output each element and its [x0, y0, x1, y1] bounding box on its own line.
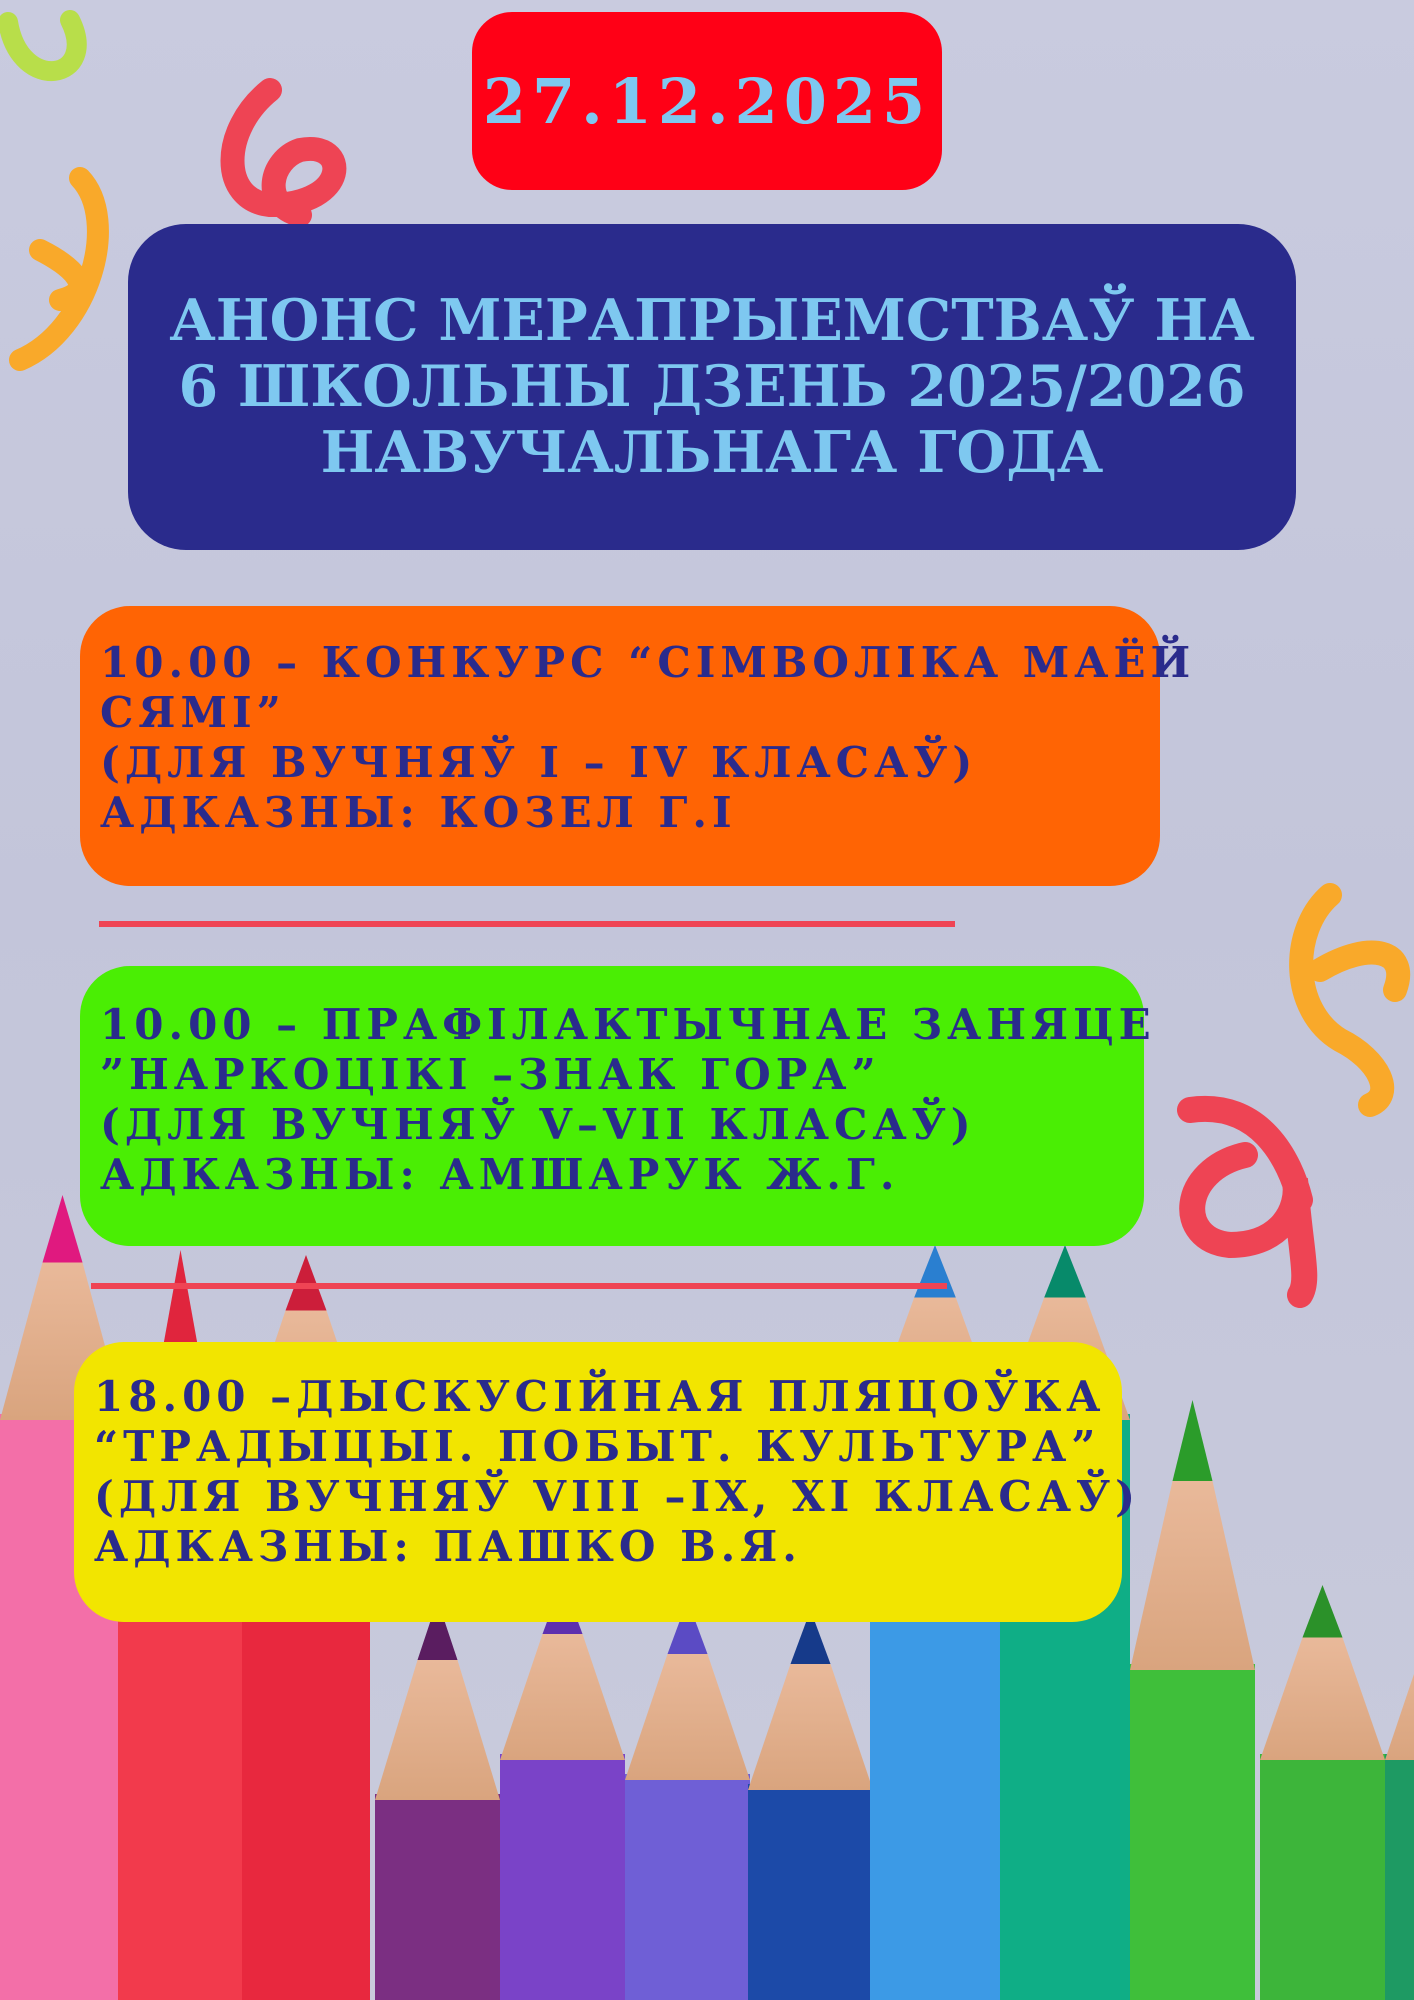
- pencil-lead: [1044, 1245, 1086, 1298]
- pencil-body: [1385, 1754, 1414, 2000]
- event-2-time-title: 10.00 – ПРАФІЛАКТЫЧНАЕ ЗАНЯЦЕ: [100, 1000, 1156, 1049]
- title-banner: [128, 224, 1296, 550]
- pencil-body: [500, 1754, 625, 2000]
- event-3-time-title: 18.00 –ДЫСКУСІЙНАЯ ПЛЯЦОЎКА: [94, 1372, 1106, 1421]
- pencil-body: [118, 1614, 243, 2000]
- pencil-lead: [1173, 1400, 1213, 1481]
- event-1-responsible: АДКАЗНЫ: КОЗЕЛ Г.І: [100, 788, 737, 837]
- event-3-audience: (ДЛЯ ВУЧНЯЎ VІІІ –ІХ, ХІ КЛАСАЎ): [94, 1472, 1140, 1521]
- pencil-wood: [1130, 1481, 1255, 1670]
- event-1-title-cont: СЯМІ”: [100, 688, 286, 737]
- divider: [99, 921, 955, 927]
- event-3-title-cont: “ТРАДЫЦЫІ. ПОБЫТ. КУЛЬТУРА”: [94, 1422, 1101, 1471]
- pencil-wood: [748, 1664, 873, 1790]
- event-2-audience: (ДЛЯ ВУЧНЯЎ V–VІІ КЛАСАЎ): [100, 1100, 976, 1149]
- pencil-lead: [1303, 1585, 1343, 1638]
- pencil-body: [1260, 1754, 1385, 2000]
- pencil-body: [625, 1774, 750, 2000]
- event-1-time-title: 10.00 – КОНКУРС “СІМВОЛІКА МАЁЙ: [100, 638, 1196, 687]
- divider: [91, 1283, 947, 1289]
- pencil-lead: [43, 1195, 83, 1263]
- pencil-body: [748, 1784, 873, 2000]
- event-card-3: [74, 1342, 1140, 1622]
- pencil-body: [375, 1794, 500, 2000]
- event-date: 27.12.2025: [482, 64, 932, 138]
- event-card-1: [80, 606, 1196, 886]
- pencil-wood: [1385, 1634, 1414, 1760]
- event-2-title-cont: ”НАРКОЦІКІ –ЗНАК ГОРА”: [100, 1050, 881, 1099]
- pencil-body: [1130, 1664, 1255, 2000]
- page-title: АНОНС МЕРАПРЫЕМСТВАЎ НА 6 ШКОЛЬНЫ ДЗЕНЬ 2025/2026 НАВУЧАЛЬНАГА ГОДА: [169, 287, 1255, 486]
- date-badge: [472, 12, 942, 190]
- event-card-2: [80, 966, 1156, 1246]
- pencil-lead: [914, 1245, 956, 1298]
- event-2-responsible: АДКАЗНЫ: АМШАРУК Ж.Г.: [100, 1150, 900, 1199]
- pencil-wood: [375, 1660, 500, 1800]
- event-1-audience: (ДЛЯ ВУЧНЯЎ І – ІV КЛАСАЎ): [100, 738, 978, 787]
- pencil-wood: [625, 1654, 750, 1780]
- pencil-wood: [1260, 1638, 1385, 1761]
- event-3-responsible: АДКАЗНЫ: ПАШКО В.Я.: [94, 1522, 802, 1571]
- pencil-wood: [500, 1634, 625, 1760]
